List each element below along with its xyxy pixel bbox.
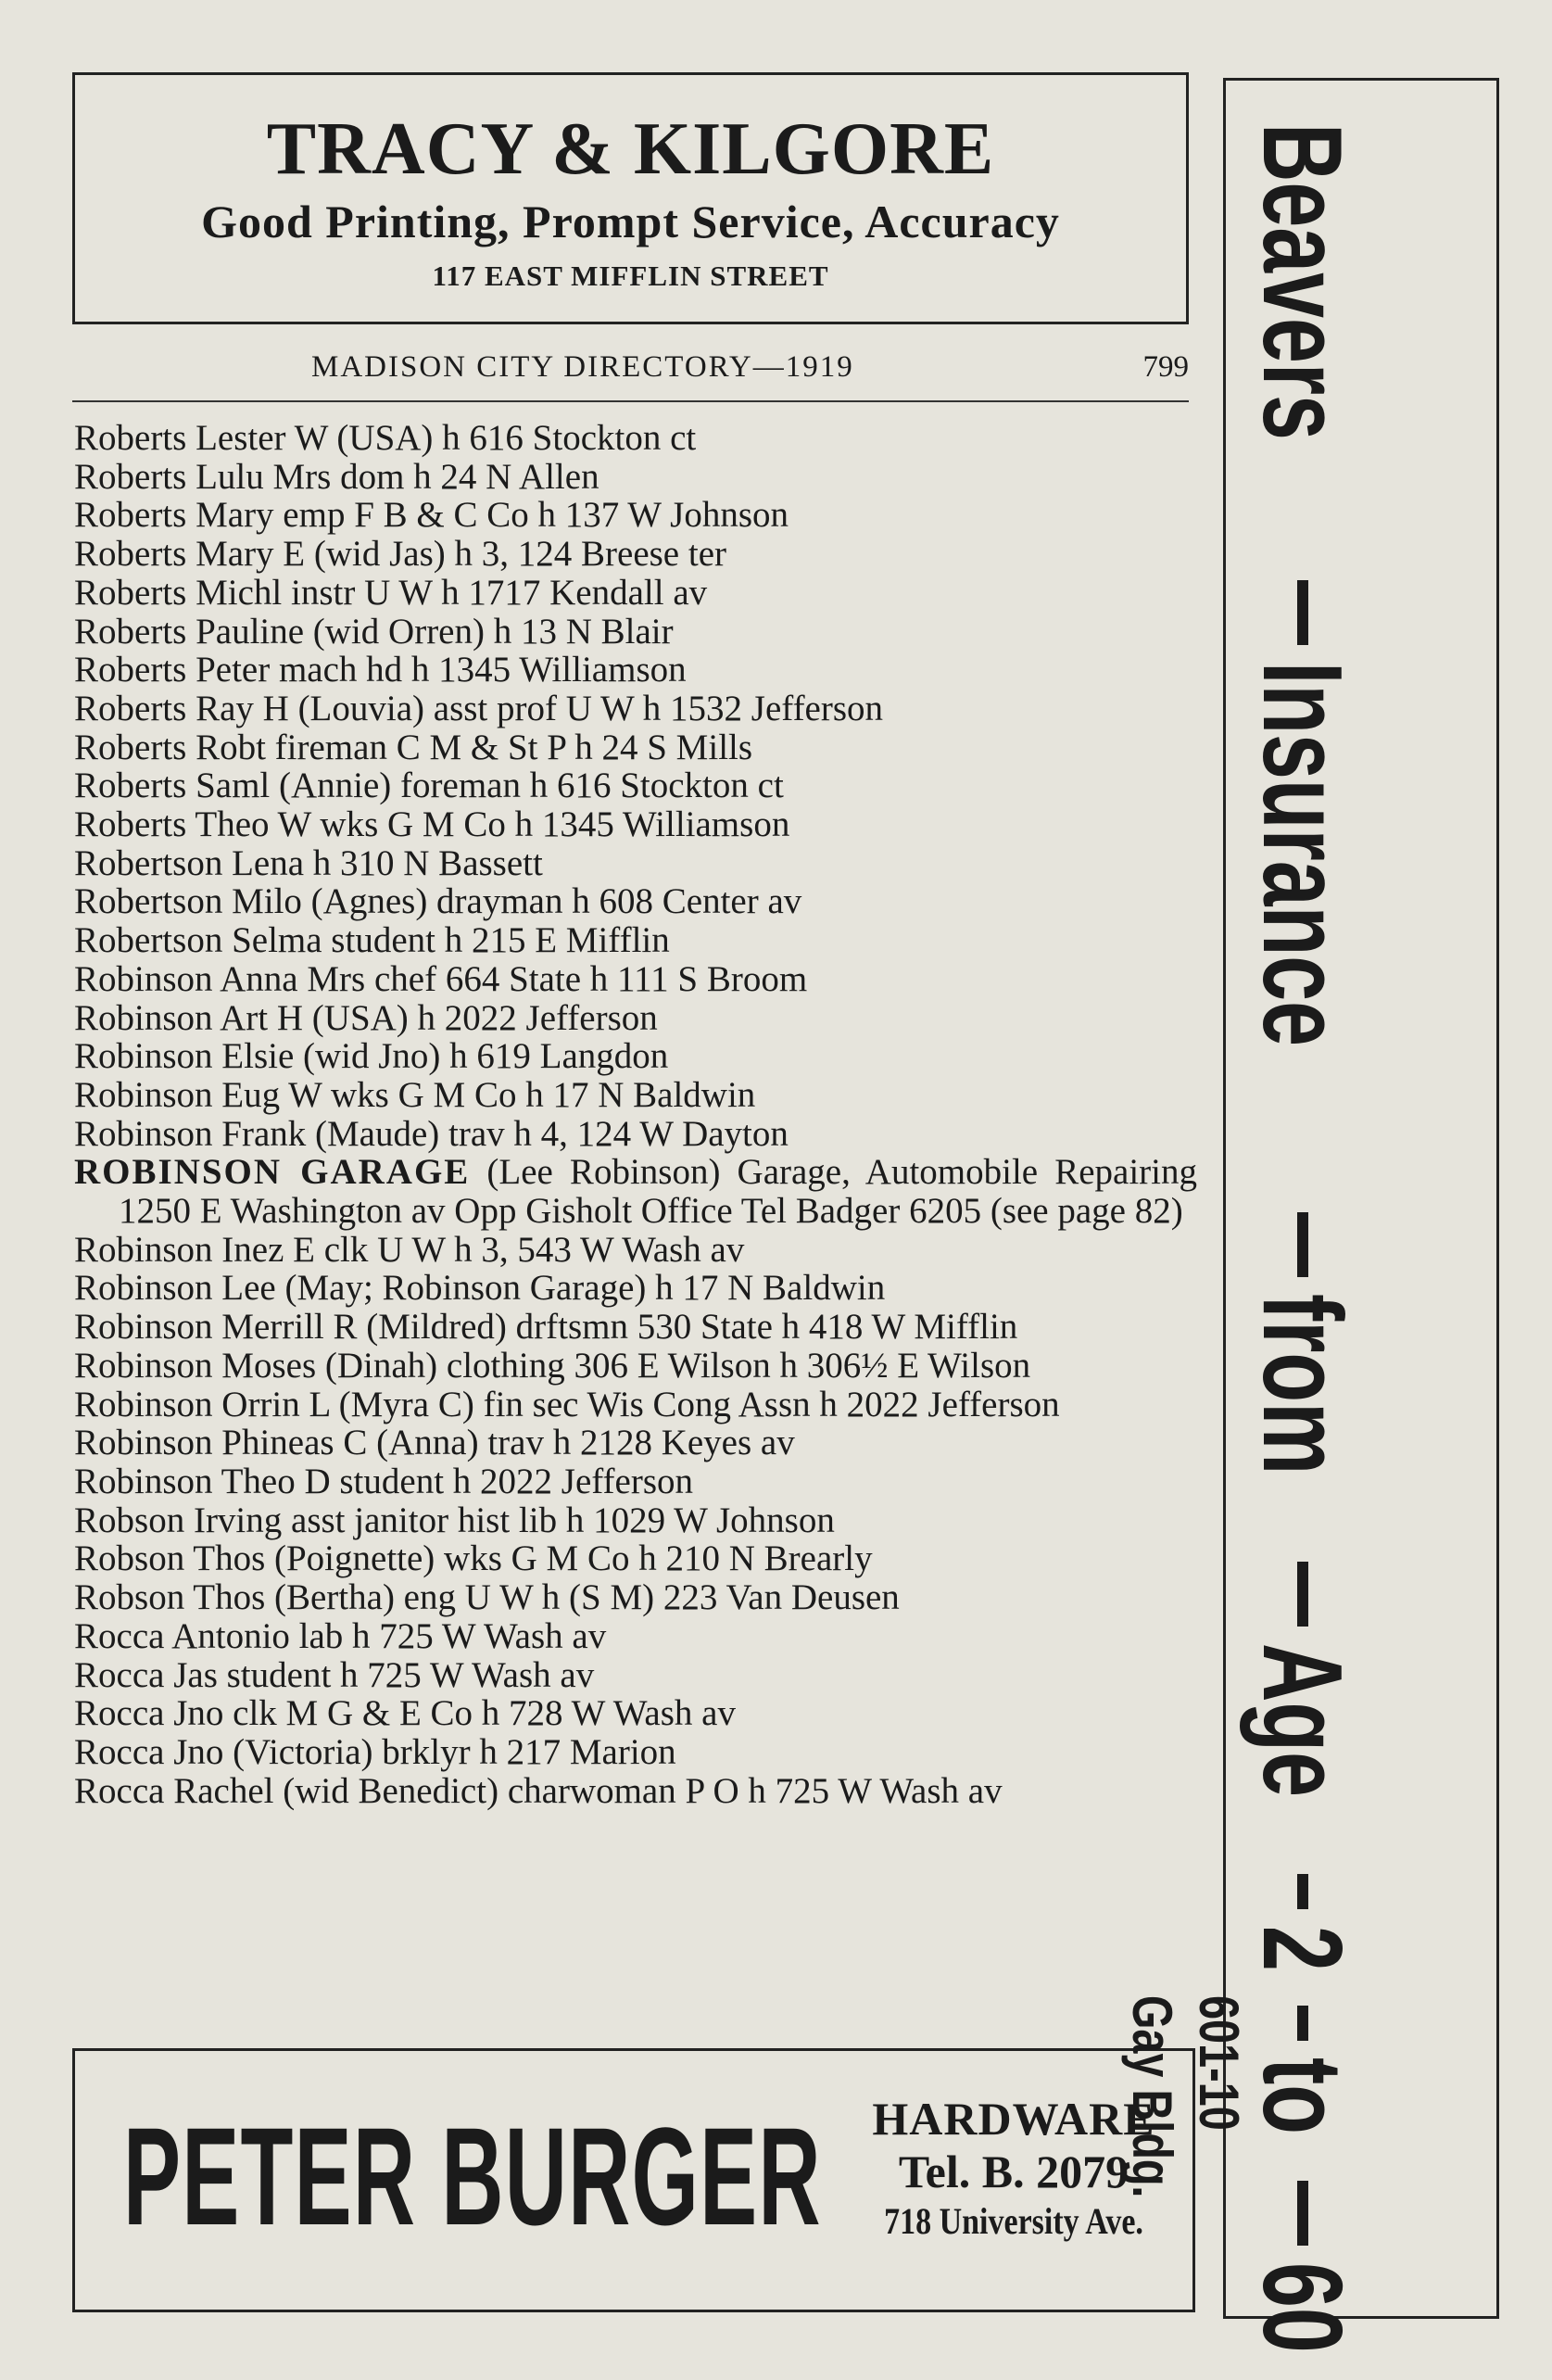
entry-details: Elsie (wid Jno) h 619 Langdon <box>221 1036 669 1077</box>
directory-entry <box>74 1347 1197 1386</box>
entry-surname: Robinson <box>74 1307 213 1348</box>
entry-details: Antonio lab h 725 W Wash av <box>171 1615 607 1656</box>
entry-surname: ROBINSON GARAGE <box>74 1152 471 1193</box>
directory-listings <box>74 419 1197 1810</box>
directory-entry <box>74 1539 1197 1578</box>
entry-surname: Roberts <box>74 650 187 690</box>
directory-entry <box>74 1501 1197 1540</box>
entry-surname: Roberts <box>74 418 187 458</box>
entry-surname: Robinson <box>74 958 213 999</box>
entry-details: Milo (Agnes) drayman h 608 Center av <box>232 881 802 922</box>
entry-surname: Roberts <box>74 727 187 767</box>
entry-details: (Lee Robinson) Garage, Automobile Repairing 1250 E Washington av Opp Gisholt Office Tel Badger 6205 (see page 82) <box>119 1152 1197 1232</box>
directory-entry <box>74 574 1197 613</box>
entry-surname: Robinson <box>74 1423 213 1463</box>
directory-entry <box>74 766 1197 805</box>
dash-rule <box>1297 2006 1308 2041</box>
entry-details: Peter mach hd h 1345 Williamson <box>196 650 687 690</box>
directory-entry <box>74 496 1197 535</box>
entry-details: Saml (Annie) foreman h 616 Stockton ct <box>196 766 784 806</box>
entry-surname: Robinson <box>74 1229 213 1270</box>
ad-word: 2 <box>1240 1925 1366 1971</box>
entry-surname: Rocca <box>74 1731 165 1772</box>
ad-building: Gay Bldg. <box>1121 1995 1183 2198</box>
dash-rule <box>1297 1212 1308 1277</box>
entry-details: Thos (Poignette) wks G M Co h 210 N Brearly <box>193 1538 873 1579</box>
directory-entry <box>74 1733 1197 1772</box>
directory-title: MADISON CITY DIRECTORY—1919 <box>311 350 854 384</box>
entry-surname: Robinson <box>74 1461 213 1501</box>
entry-surname: Robertson <box>74 881 223 922</box>
directory-entry <box>74 960 1197 999</box>
directory-entry <box>74 805 1197 844</box>
ad-address: 117 EAST MIFFLIN STREET <box>432 260 829 292</box>
directory-entry <box>74 419 1197 458</box>
entry-details: Art H (USA) h 2022 Jefferson <box>220 997 658 1038</box>
directory-entry <box>74 1076 1197 1115</box>
entry-details: Merrill R (Mildred) drftsmn 530 State h 418 W Mifflin <box>221 1307 1018 1348</box>
entry-surname: Roberts <box>74 456 187 497</box>
entry-surname: Robinson <box>74 1268 213 1309</box>
directory-entry <box>74 1386 1197 1424</box>
ad-word: from <box>1240 1294 1366 1475</box>
ad-word: Age <box>1240 1643 1366 1798</box>
entry-details: Orrin L (Myra C) fin sec Wis Cong Assn h 2022 Jefferson <box>221 1384 1060 1424</box>
entry-details: Theo D student h 2022 Jefferson <box>221 1461 694 1501</box>
dash-rule <box>1297 580 1308 645</box>
ad-business-name: TRACY & KILGORE <box>266 108 995 190</box>
directory-entry <box>74 1462 1197 1501</box>
directory-entry <box>74 1115 1197 1154</box>
entry-details: Pauline (wid Orren) h 13 N Blair <box>196 611 674 652</box>
ad-headline <box>1240 123 1366 2353</box>
entry-surname: Robertson <box>74 920 223 961</box>
ad-room-number: 601-10 <box>1188 1995 1250 2131</box>
entry-details: Moses (Dinah) clothing 306 E Wilson h 306½ E Wilson <box>221 1345 1031 1386</box>
entry-details: Frank (Maude) trav h 4, 124 W Dayton <box>221 1113 789 1154</box>
entry-surname: Robertson <box>74 842 223 883</box>
entry-details: Eug W wks G M Co h 17 N Baldwin <box>221 1074 756 1115</box>
ad-word: Beavers <box>1240 123 1366 440</box>
directory-entry <box>74 728 1197 767</box>
ad-location <box>1118 1995 1252 2292</box>
directory-entry <box>74 651 1197 690</box>
entry-surname: Rocca <box>74 1654 165 1695</box>
directory-entry <box>74 1269 1197 1308</box>
directory-entry <box>74 1153 1197 1230</box>
entry-surname: Robinson <box>74 997 213 1038</box>
directory-entry <box>74 1617 1197 1656</box>
ad-word: Insurance <box>1240 661 1366 1046</box>
entry-details: Mary E (wid Jas) h 3, 124 Breese ter <box>196 534 727 575</box>
entry-surname: Roberts <box>74 534 187 575</box>
directory-entry <box>74 1231 1197 1270</box>
entry-details: Jno (Victoria) brklyr h 217 Marion <box>173 1731 676 1772</box>
entry-surname: Robinson <box>74 1384 213 1424</box>
entry-details: Selma student h 215 E Mifflin <box>232 920 670 961</box>
running-header <box>72 343 1189 402</box>
directory-entry <box>74 613 1197 652</box>
directory-entry <box>74 458 1197 497</box>
ad-word: 60 <box>1240 2261 1366 2353</box>
entry-surname: Robson <box>74 1538 185 1579</box>
entry-details: Mary emp F B & C Co h 137 W Johnson <box>196 495 789 536</box>
entry-details: Irving asst janitor hist lib h 1029 W Johnson <box>193 1500 835 1540</box>
entry-details: Theo W wks G M Co h 1345 Williamson <box>195 804 790 845</box>
entry-surname: Robinson <box>74 1113 213 1154</box>
entry-surname: Roberts <box>74 766 187 806</box>
directory-entry <box>74 1656 1197 1695</box>
directory-entry <box>74 690 1197 728</box>
dash-rule <box>1297 1874 1308 1909</box>
entry-surname: Robinson <box>74 1345 213 1386</box>
entry-surname: Robinson <box>74 1074 213 1115</box>
entry-surname: Roberts <box>74 611 187 652</box>
entry-details: Rachel (wid Benedict) charwoman P O h 725 W Wash av <box>173 1770 1003 1811</box>
entry-details: Lena h 310 N Bassett <box>232 842 543 883</box>
directory-entry <box>74 882 1197 921</box>
entry-surname: Robson <box>74 1577 185 1618</box>
directory-entry <box>74 844 1197 883</box>
directory-entry <box>74 1424 1197 1462</box>
directory-entry <box>74 999 1197 1038</box>
entry-surname: Roberts <box>74 804 187 845</box>
directory-entry <box>74 1037 1197 1076</box>
entry-surname: Roberts <box>74 688 187 728</box>
directory-entry <box>74 1694 1197 1733</box>
entry-details: Michl instr U W h 1717 Kendall av <box>196 572 708 613</box>
rotated-ad-text <box>1089 123 1366 2353</box>
directory-entry <box>74 1578 1197 1617</box>
entry-details: Jas student h 725 W Wash av <box>173 1654 595 1695</box>
ad-address: 718 University Ave. <box>884 2200 1143 2242</box>
directory-entry <box>74 1772 1197 1811</box>
entry-details: Thos (Bertha) eng U W h (S M) 223 Van Deusen <box>193 1577 900 1618</box>
dash-rule <box>1297 2181 1308 2246</box>
directory-entry <box>74 921 1197 960</box>
entry-details: Robt fireman C M & St P h 24 S Mills <box>196 727 753 767</box>
entry-details: Lee (May; Robinson Garage) h 17 N Baldwin <box>221 1268 886 1309</box>
entry-details: Ray H (Louvia) asst prof U W h 1532 Jefferson <box>196 688 884 728</box>
directory-entry <box>74 535 1197 574</box>
dash-rule <box>1297 1562 1308 1627</box>
entry-surname: Rocca <box>74 1615 165 1656</box>
directory-entry <box>74 1308 1197 1347</box>
entry-surname: Rocca <box>74 1693 165 1734</box>
entry-surname: Roberts <box>74 495 187 536</box>
ad-business-name: PETER BURGER <box>123 2098 822 2254</box>
entry-surname: Rocca <box>74 1770 165 1811</box>
entry-surname: Robinson <box>74 1036 213 1077</box>
ad-category: HARDWARE <box>872 2093 1155 2145</box>
peter-burger-ad <box>72 2048 1195 2312</box>
entry-details: Anna Mrs chef 664 State h 111 S Broom <box>220 958 808 999</box>
ad-word: to <box>1240 2057 1366 2134</box>
ad-slogan: Good Printing, Prompt Service, Accuracy <box>201 196 1060 247</box>
entry-details: Lulu Mrs dom h 24 N Allen <box>196 456 599 497</box>
entry-details: Phineas C (Anna) trav h 2128 Keyes av <box>221 1423 795 1463</box>
entry-surname: Robson <box>74 1500 185 1540</box>
entry-details: Lester W (USA) h 616 Stockton ct <box>196 418 697 458</box>
page-number: 799 <box>1142 350 1189 384</box>
entry-details: Jno clk M G & E Co h 728 W Wash av <box>173 1693 736 1734</box>
tracy-kilgore-ad <box>72 72 1189 324</box>
ad-phone: Tel. B. 2079 <box>898 2146 1129 2197</box>
entry-details: Inez E clk U W h 3, 543 W Wash av <box>221 1229 745 1270</box>
entry-surname: Roberts <box>74 572 187 613</box>
